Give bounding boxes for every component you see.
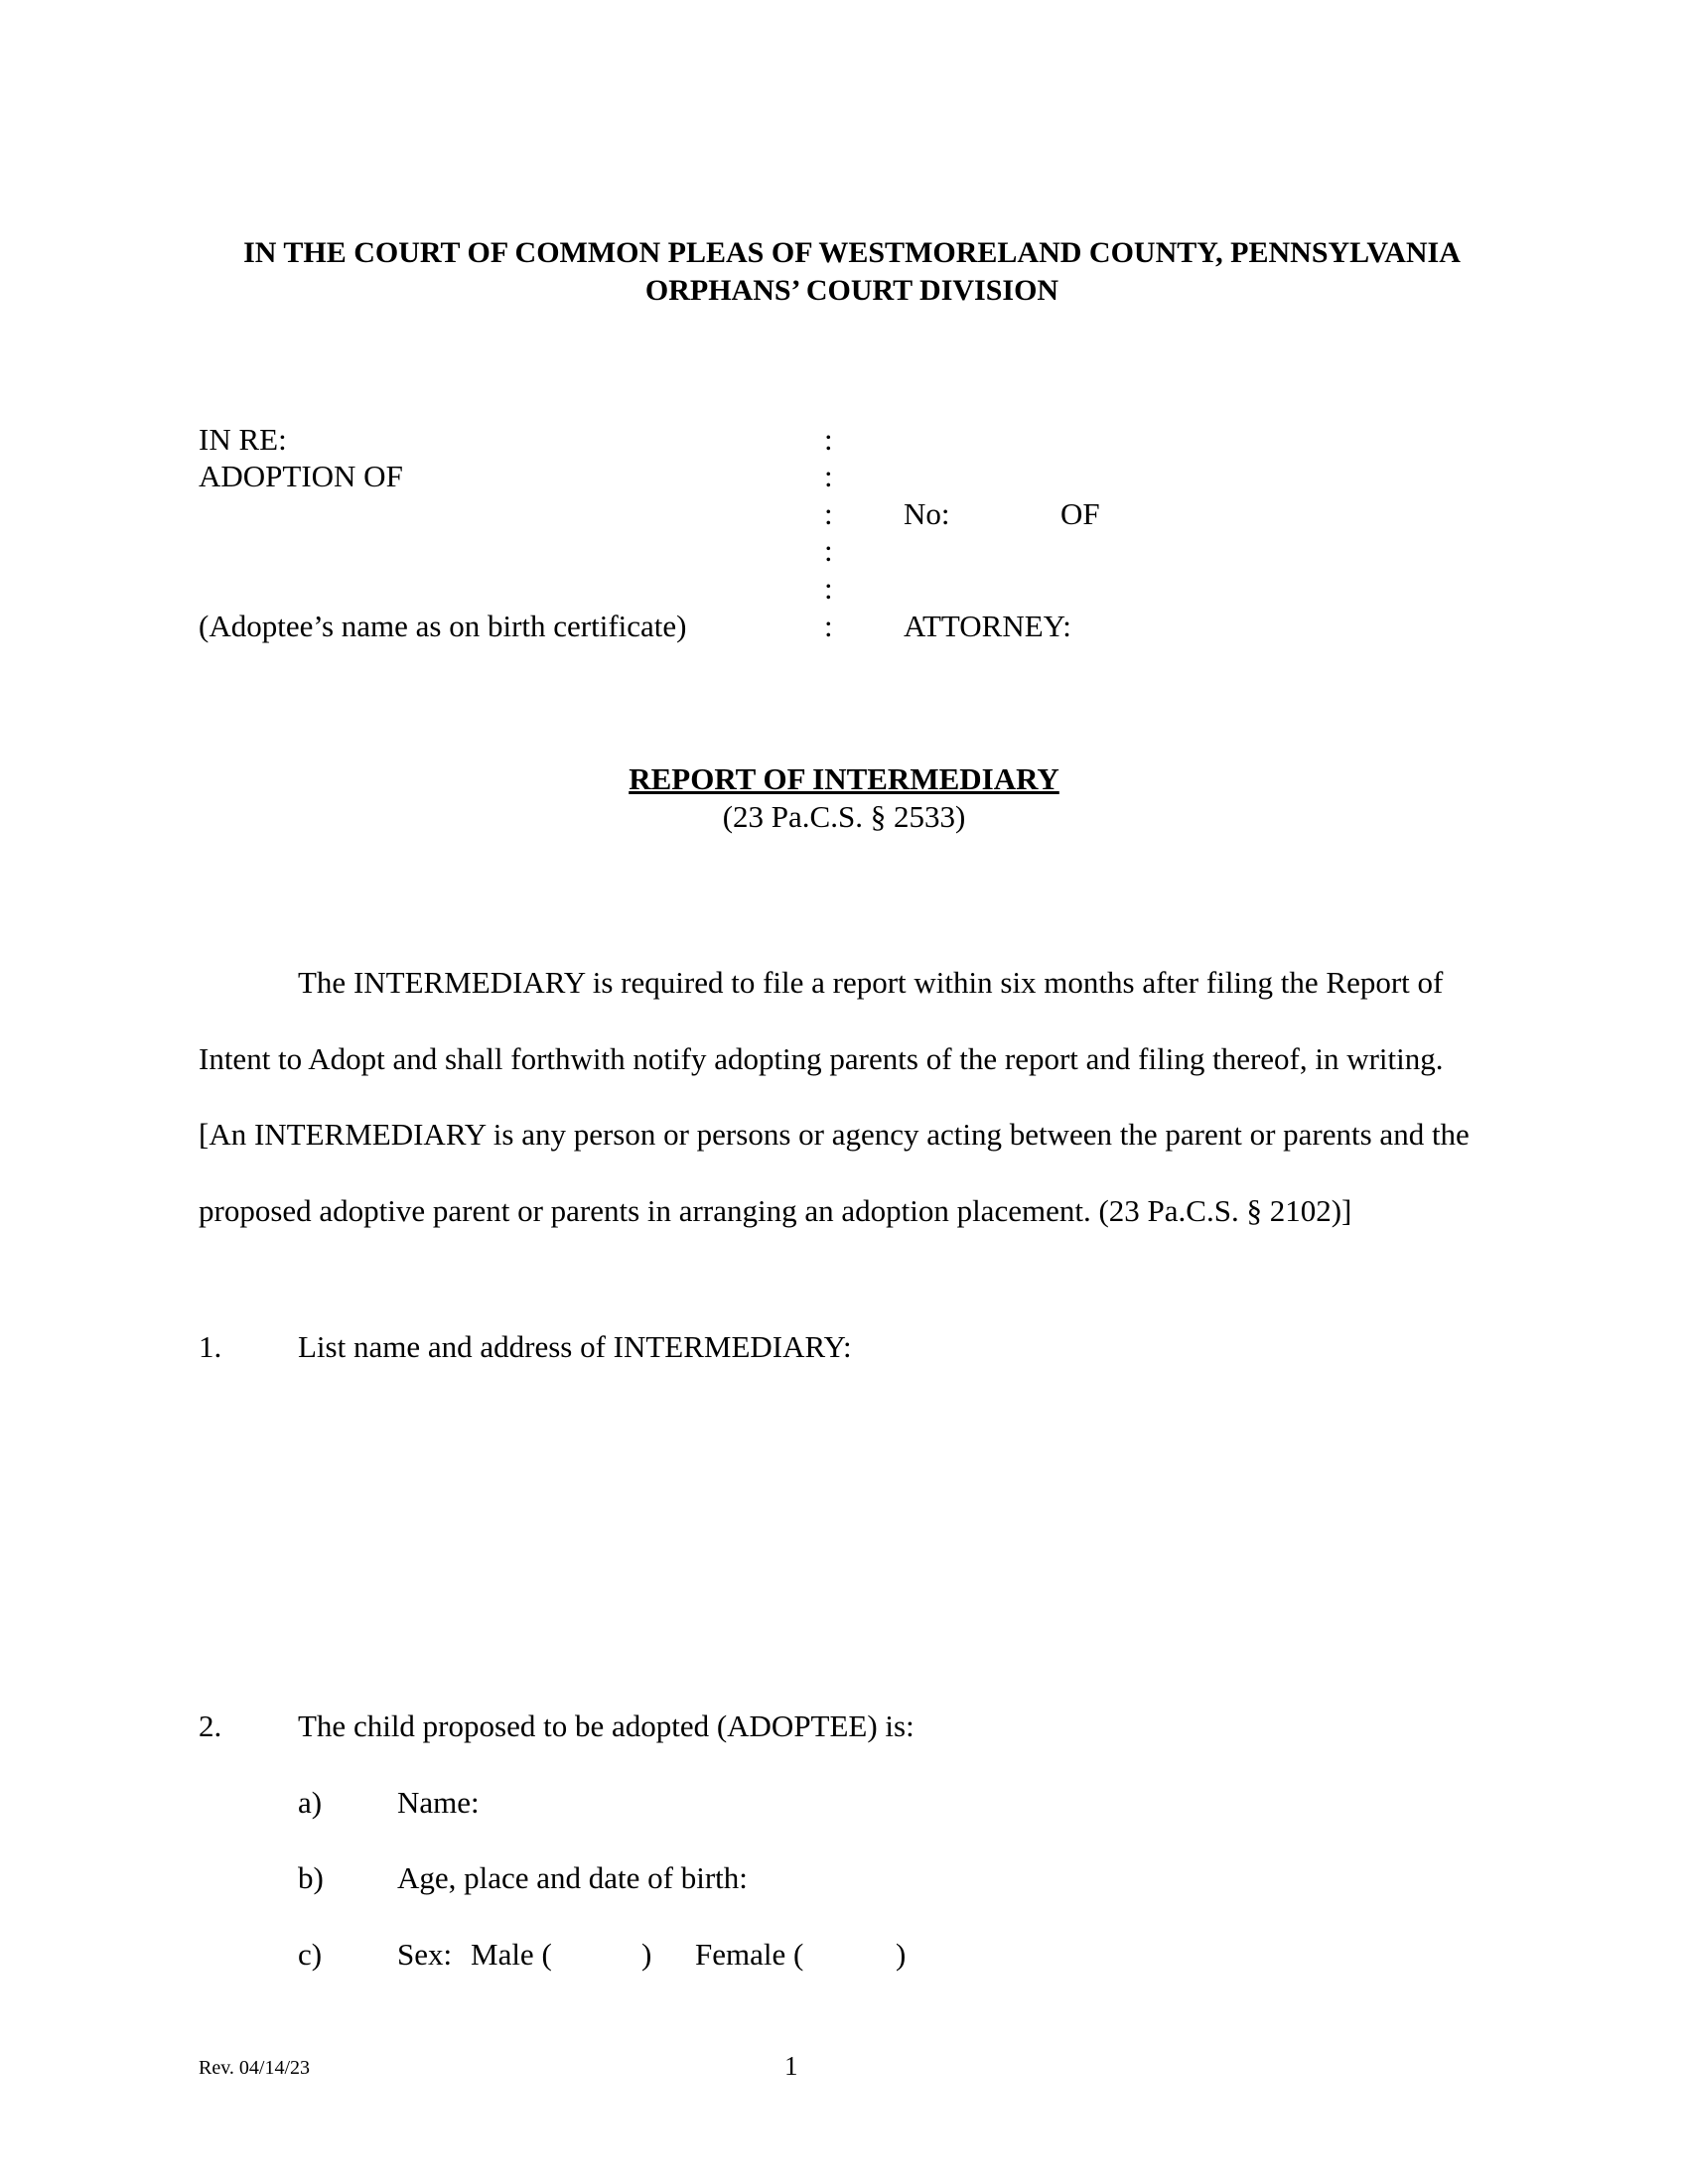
female-close: ) [896, 1937, 907, 1972]
item-2-text: The child proposed to be adopted (ADOPTEE) is: [298, 1708, 914, 1743]
adoptee-name-note: (Adoptee’s name as on birth certificate) [199, 609, 687, 643]
report-citation: (23 Pa.C.S. § 2533) [722, 799, 966, 834]
caption-colon: : [824, 533, 833, 568]
caption-colon: : [824, 422, 833, 457]
item-2c-label: c) [298, 1937, 323, 1972]
item-2b-birth: Age, place and date of birth: [397, 1860, 748, 1895]
in-re-label: IN RE: [199, 422, 287, 457]
case-year-label: OF [1060, 496, 1100, 531]
caption-colon: : [824, 571, 833, 606]
court-division: ORPHANS’ COURT DIVISION [644, 274, 1059, 307]
adoption-of-label: ADOPTION OF [199, 459, 403, 493]
male-close: ) [641, 1937, 652, 1972]
intro-paragraph: The INTERMEDIARY is required to file a report within six months after filing the Report of Intent to Adopt and shall forthwith notify adopting parents of the report and filing thereof, in writing. [An INTERMEDIARY is any person or persons or agency acting between the parent or parents and the proposed adoptive parent or parents in arranging an adoption placement. (23 Pa.C.S. § 2102)] [199, 965, 1470, 1228]
item-2a-name: Name: [397, 1785, 480, 1820]
item-2b-label: b) [298, 1860, 324, 1895]
report-title: REPORT OF INTERMEDIARY [629, 761, 1059, 796]
caption-colon: : [824, 459, 833, 493]
item-2-number: 2. [199, 1708, 222, 1743]
court-name: IN THE COURT OF COMMON PLEAS OF WESTMORELAND COUNTY, PENNSYLVANIA [243, 236, 1461, 269]
item-1-number: 1. [199, 1329, 222, 1364]
attorney-label: ATTORNEY: [904, 609, 1071, 643]
court-heading [0, 234, 1688, 310]
female-option: Female ( [695, 1937, 804, 1972]
report-title-block [0, 760, 1688, 836]
male-option: Male ( [471, 1937, 552, 1972]
caption-colon: : [824, 496, 833, 531]
revision-date: Rev. 04/14/23 [199, 2057, 311, 2079]
item-2a-label: a) [298, 1785, 323, 1820]
item-1-text: List name and address of INTERMEDIARY: [298, 1329, 852, 1364]
caption-colon: : [824, 609, 833, 643]
page-number: 1 [784, 2051, 798, 2081]
sex-label: Sex: [397, 1937, 453, 1972]
case-number-label: No: [904, 496, 950, 531]
